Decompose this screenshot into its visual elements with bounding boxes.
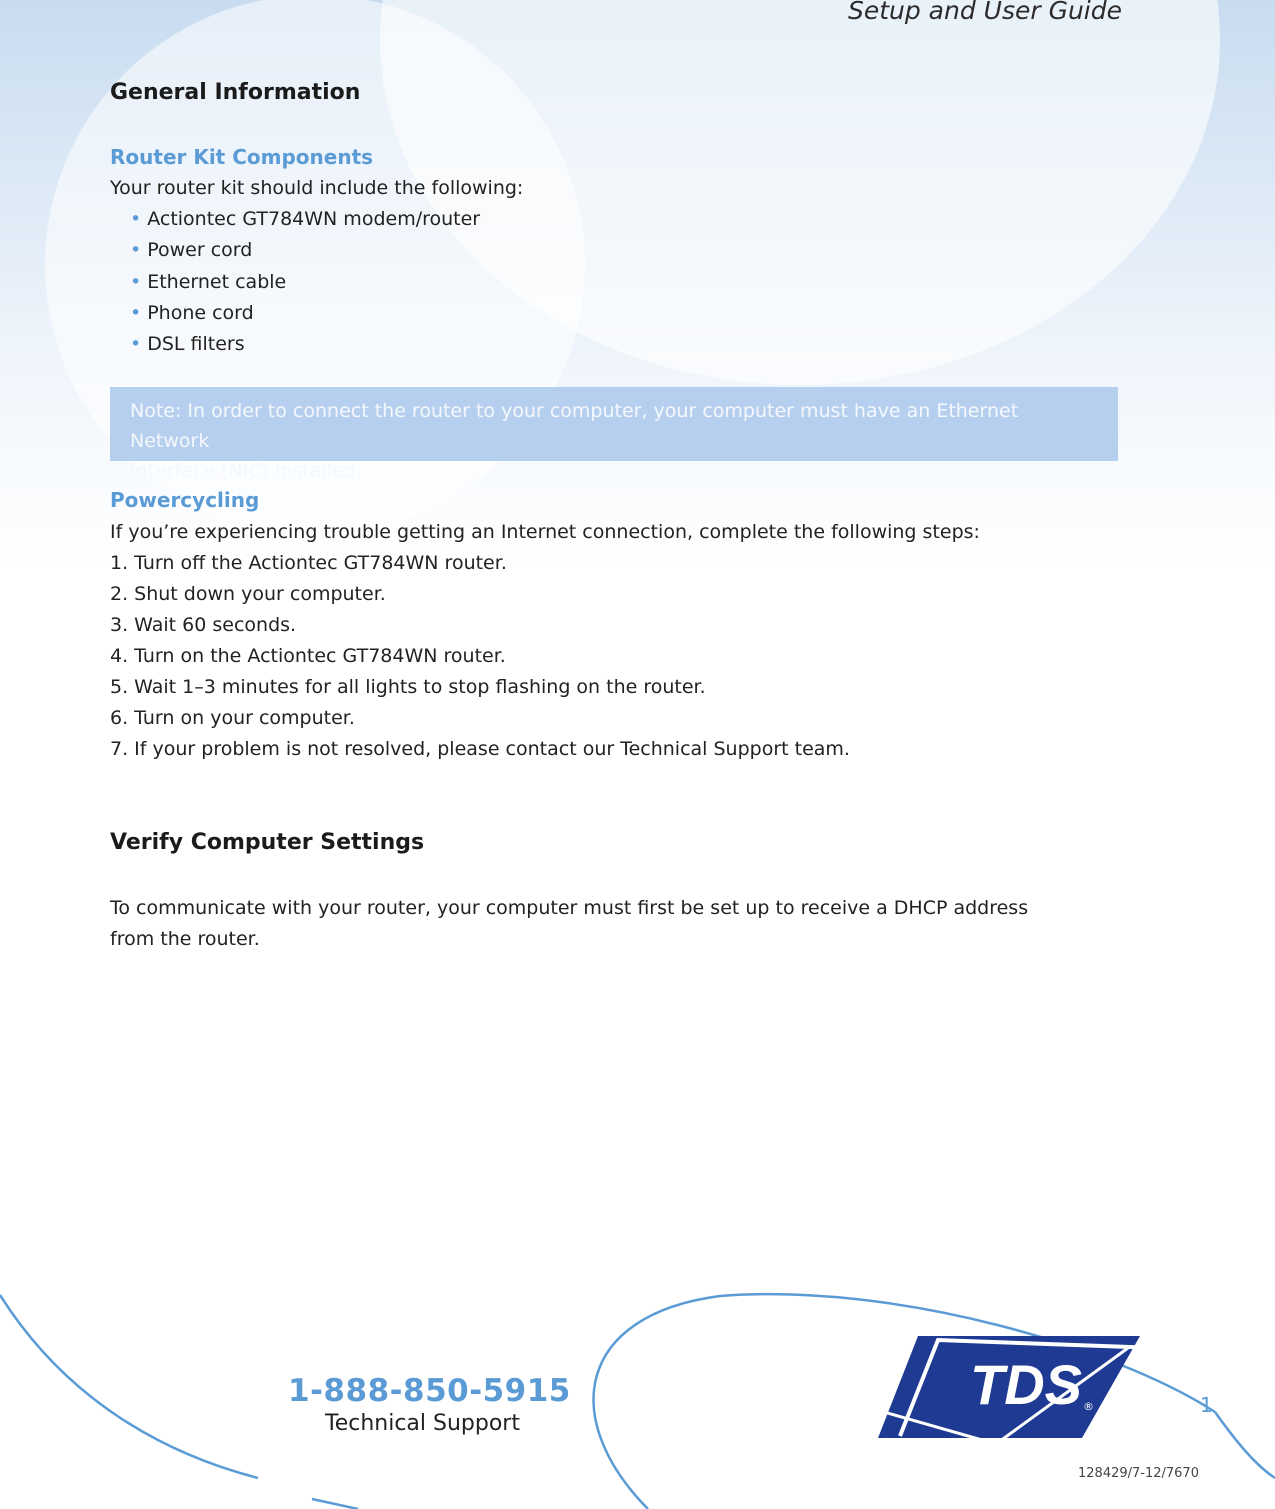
support-phone-number: 1-888-850-5915 [288, 1373, 571, 1409]
verify-line-1: To communicate with your router, your computer must first be set up to receive a DHCP address [110, 897, 1029, 919]
list-item: 3. Wait 60 seconds. [110, 614, 297, 636]
verify-settings-heading: Verify Computer Settings [110, 830, 425, 855]
document-code: 128429/7-12/7670 [1078, 1466, 1199, 1481]
list-item: 5. Wait 1–3 minutes for all lights to stop flashing on the router. [110, 676, 706, 698]
powercycling-heading: Powercycling [110, 488, 260, 512]
kit-component-list [130, 204, 480, 360]
note-line-1: Note: In order to connect the router to your computer, your computer must have an Ethernet Network [130, 400, 1019, 452]
nic-note-box [110, 387, 1118, 482]
bullet-icon: • [130, 239, 142, 262]
page-number: 1 [1200, 1393, 1213, 1417]
list-item: • Phone cord [130, 301, 254, 324]
bullet-icon: • [130, 270, 142, 293]
verify-line-2: from the router. [110, 928, 260, 950]
powercycling-steps [110, 548, 850, 765]
document-title: Setup and User Guide [847, 0, 1122, 25]
list-item: 1. Turn off the Actiontec GT784WN router. [110, 552, 507, 574]
general-information-heading: General Information [110, 80, 361, 105]
bullet-icon: • [130, 301, 142, 324]
bullet-icon: • [130, 208, 142, 230]
note-line-2: Interface (NIC) installed. [130, 460, 362, 482]
list-item: • Ethernet cable [130, 270, 287, 293]
registered-mark: ® [1083, 1400, 1094, 1413]
list-item: • Power cord [130, 239, 253, 262]
tds-logo [878, 1326, 1166, 1448]
router-kit-heading: Router Kit Components [110, 145, 374, 169]
router-kit-intro: Your router kit should include the following: [110, 177, 524, 199]
list-item: • Actiontec GT784WN modem/router [130, 208, 481, 230]
logo-text: TDS [970, 1353, 1082, 1416]
list-item: • DSL filters [130, 333, 245, 356]
list-item: 4. Turn on the Actiontec GT784WN router. [110, 645, 506, 667]
list-item: 7. If your problem is not resolved, please contact our Technical Support team. [110, 738, 850, 760]
powercycling-intro: If you’re experiencing trouble getting an Internet connection, complete the following steps: [110, 521, 980, 543]
list-item: 6. Turn on your computer. [110, 707, 355, 729]
bullet-icon: • [130, 333, 142, 356]
list-item: 2. Shut down your computer. [110, 583, 386, 605]
support-phone-label: Technical Support [325, 1411, 520, 1436]
